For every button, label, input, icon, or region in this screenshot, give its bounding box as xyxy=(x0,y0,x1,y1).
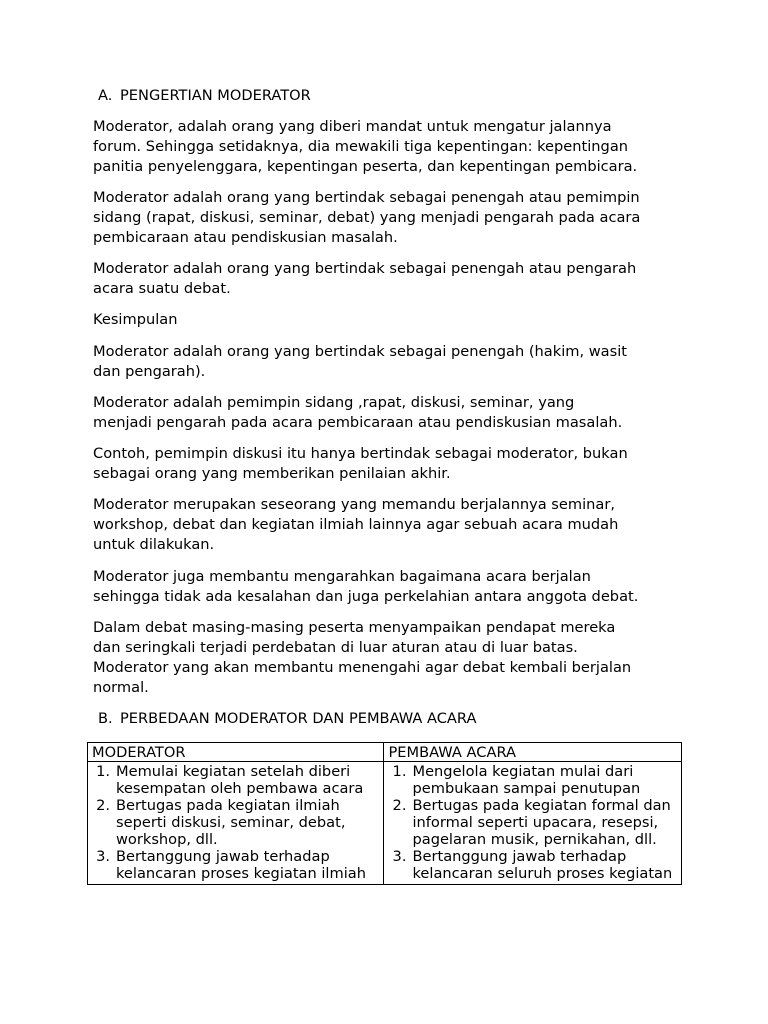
paragraph-example: Contoh, pemimpin diskusi itu hanya bertindak sebagai moderator, bukan sebagai orang yang memberikan penilaian akhir. xyxy=(93,445,628,482)
paragraph-definition-3: Moderator adalah orang yang bertindak sebagai penengah atau pengarah acara suatu debat. xyxy=(93,260,637,297)
list-number: 1. xyxy=(96,763,110,780)
pembawa-acara-cell xyxy=(384,762,682,885)
pembawa-acara-list xyxy=(388,763,677,882)
table-row xyxy=(88,762,682,885)
list-number: 2. xyxy=(96,797,110,814)
header-moderator: MODERATOR xyxy=(88,743,384,762)
list-item xyxy=(92,848,379,882)
list-number: 1. xyxy=(392,763,407,780)
list-text: Bertanggung jawab terhadap kelancaran seluruh proses kegiatan xyxy=(412,848,673,882)
header-pembawa-acara: PEMBAWA ACARA xyxy=(384,743,682,762)
list-number: 2. xyxy=(392,797,407,814)
list-item xyxy=(388,763,677,797)
paragraph-definition-1: Moderator, adalah orang yang diberi mandat untuk mengatur jalannya forum. Sehingga setidaknya, dia mewakili tiga kepentingan: kepentingan panitia penyelenggara, kepentingan peserta, dan kepentingan pembicara. xyxy=(93,118,638,175)
list-text: Bertanggung jawab terhadap kelancaran proses kegiatan ilmiah xyxy=(116,848,366,882)
comparison-table xyxy=(87,742,682,885)
list-item xyxy=(92,797,379,848)
table-header-row xyxy=(88,743,682,762)
section-a-title: PENGERTIAN MODERATOR xyxy=(120,87,311,104)
list-number: 3. xyxy=(96,848,110,865)
paragraph-conclusion-1: Moderator adalah orang yang bertindak sebagai penengah (hakim, wasit dan pengarah). xyxy=(93,343,627,380)
list-item xyxy=(92,763,379,797)
paragraph-role-1: Moderator merupakan seseorang yang memandu berjalannya seminar, workshop, debat dan kegiatan ilmiah lainnya agar sebuah acara mudah untuk dilakukan. xyxy=(93,496,619,553)
paragraph-definition-2: Moderator adalah orang yang bertindak sebagai penengah atau pemimpin sidang (rapat, diskusi, seminar, debat) yang menjadi pengarah pada acara pembicaraan atau pendiskusian masalah. xyxy=(93,189,641,246)
section-a-letter: A. xyxy=(98,87,113,104)
paragraph-conclusion-2: Moderator adalah pemimpin sidang ,rapat, diskusi, seminar, yang menjadi pengarah pada acara pembicaraan atau pendiskusian masalah. xyxy=(93,394,623,431)
paragraph-debate: Dalam debat masing-masing peserta menyampaikan pendapat mereka dan seringkali terjadi perdebatan di luar aturan atau di luar batas. Moderator yang akan membantu menengahi agar debat kembali berjalan normal. xyxy=(93,619,632,696)
list-text: Mengelola kegiatan mulai dari pembukaan sampai penutupan xyxy=(412,763,641,797)
moderator-list xyxy=(92,763,379,882)
list-text: Bertugas pada kegiatan ilmiah seperti diskusi, seminar, debat, workshop, dll. xyxy=(116,797,346,848)
list-item xyxy=(388,797,677,848)
section-b-heading xyxy=(98,709,476,729)
paragraph-conclusion-label: Kesimpulan xyxy=(93,311,178,328)
list-text: Memulai kegiatan setelah diberi kesempatan oleh pembawa acara xyxy=(116,763,364,797)
section-b-letter: B. xyxy=(98,710,113,727)
section-a-heading xyxy=(98,86,311,106)
list-item xyxy=(388,848,677,882)
paragraph-role-2: Moderator juga membantu mengarahkan bagaimana acara berjalan sehingga tidak ada kesalahan dan juga perkelahian antara anggota debat. xyxy=(93,568,639,605)
section-b-title: PERBEDAAN MODERATOR DAN PEMBAWA ACARA xyxy=(120,710,477,727)
moderator-cell xyxy=(88,762,384,885)
list-number: 3. xyxy=(392,848,407,865)
list-text: Bertugas pada kegiatan formal dan informal seperti upacara, resepsi, pagelaran musik, pernikahan, dll. xyxy=(412,797,671,848)
